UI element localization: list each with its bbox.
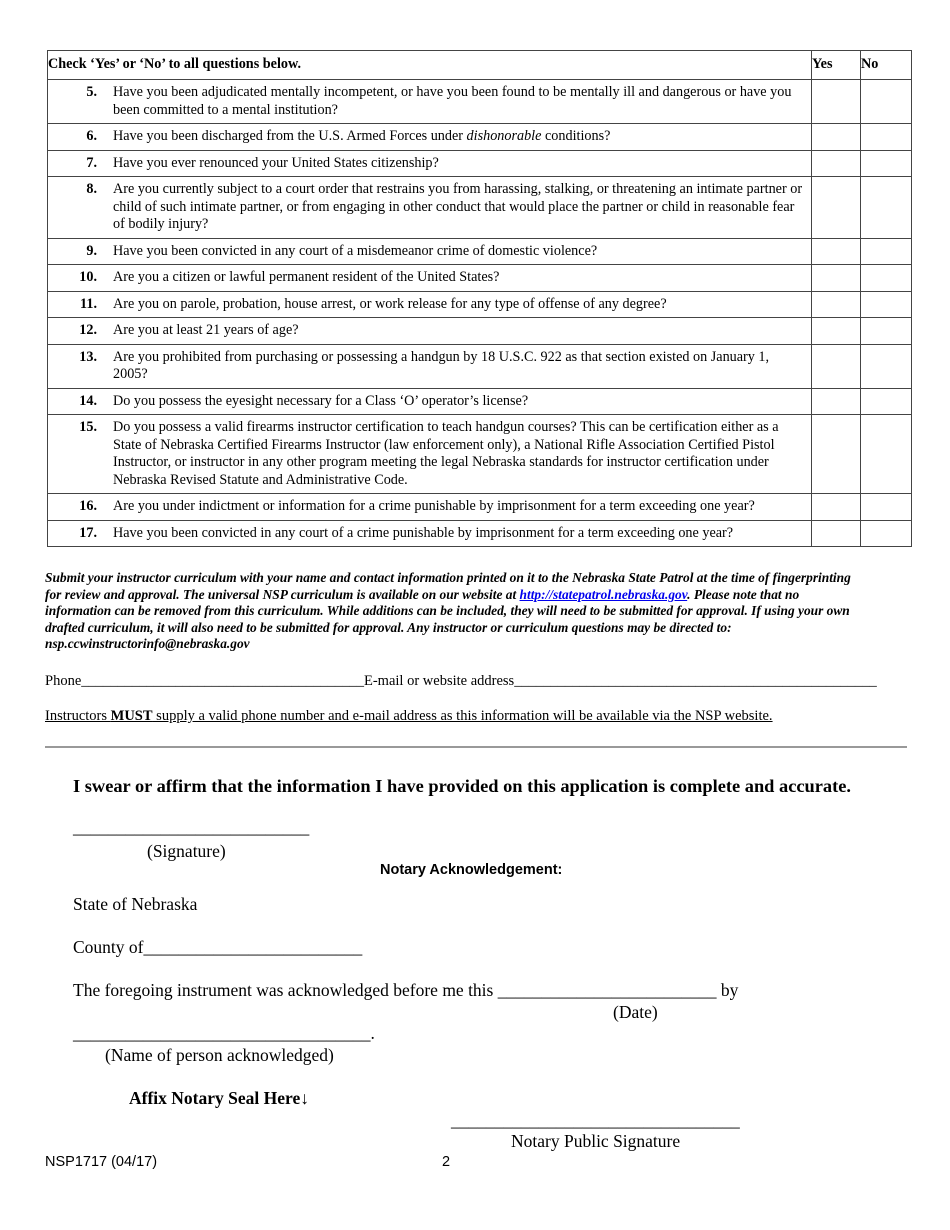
- notary-signature-field[interactable]: _________________________________: [451, 1110, 740, 1130]
- curriculum-instructions: Submit your instructor curriculum with your name and contact information printed on it to the Nebraska State Patrol at the time of fingerprinting for review and approval. The universal NSP curriculum is available on our website at http://statepatrol.nebraska.gov. Please note that no information can be removed from this curriculum. While additions can be included, they will need to be submitted for approval. If using your own drafted curriculum, it will also need to be submitted for approval. Any instructor or curriculum questions may be directed to: nsp.ccwinstructorinfo@nebraska.gov: [45, 570, 851, 651]
- yes-checkbox-16[interactable]: [812, 494, 861, 521]
- yes-checkbox-7[interactable]: [812, 150, 861, 177]
- acknowledged-name-label: (Name of person acknowledged): [105, 1045, 334, 1065]
- question-text: Are you at least 21 years of age?: [113, 322, 299, 338]
- question-text: Have you ever renounced your United States citizenship?: [113, 154, 439, 171]
- no-checkbox-9[interactable]: [861, 238, 912, 265]
- no-checkbox-12[interactable]: [861, 318, 912, 345]
- question-number: 17.: [79, 524, 97, 541]
- question-number: 11.: [80, 295, 97, 312]
- no-checkbox-8[interactable]: [861, 177, 912, 239]
- question-row-10: [48, 265, 912, 292]
- must-emphasis: MUST: [110, 708, 153, 724]
- no-checkbox-6[interactable]: [861, 124, 912, 151]
- question-number: 16.: [79, 498, 97, 514]
- question-row-16: [48, 494, 912, 521]
- question-text: Have you been adjudicated mentally incompetent, or have you been found to be mentally ill and dangerous or have you been committed to a mental institution?: [113, 84, 792, 118]
- county-label: County of: [73, 937, 144, 957]
- question-text: Are you on parole, probation, house arrest, or work release for any type of offense of any degree?: [113, 295, 667, 312]
- notary-heading: Notary Acknowledgement:: [380, 862, 563, 878]
- question-text: Do you possess the eyesight necessary for a Class ‘O’ operator’s license?: [113, 392, 529, 409]
- yes-checkbox-6[interactable]: [812, 124, 861, 151]
- question-number: 9.: [86, 242, 97, 259]
- questions-table: [47, 50, 912, 547]
- question-number: 6.: [86, 128, 97, 144]
- yes-checkbox-5[interactable]: [812, 80, 861, 124]
- question-row-5: [48, 80, 912, 124]
- no-checkbox-5[interactable]: [861, 80, 912, 124]
- question-number: 13.: [79, 348, 97, 365]
- question-row-8: [48, 177, 912, 239]
- question-row-14: [48, 388, 912, 415]
- county-line: [73, 937, 362, 958]
- phone-label: Phone: [45, 673, 82, 689]
- email-label: E-mail or website address: [364, 673, 515, 689]
- no-checkbox-14[interactable]: [861, 388, 912, 415]
- question-number: 15.: [79, 419, 97, 435]
- yes-checkbox-15[interactable]: [812, 415, 861, 494]
- signature-label: (Signature): [147, 841, 226, 861]
- question-text: Have you been convicted in any court of a misdemeanor crime of domestic violence?: [113, 242, 598, 259]
- yes-checkbox-10[interactable]: [812, 265, 861, 292]
- yes-checkbox-14[interactable]: [812, 388, 861, 415]
- acknowledgement-line: The foregoing instrument was acknowledged before me this _________________________ by: [73, 980, 739, 1000]
- question-text: Are you currently subject to a court order that restrains you from harassing, stalking, or threatening an intimate partner or child of such intimate partner, or from engaging in other conduct that would place the partner or child in reasonable fear of bodily injury?: [113, 181, 803, 232]
- question-row-11: [48, 291, 912, 318]
- signature-field[interactable]: ___________________________: [73, 817, 310, 837]
- instructor-notice: Instructors MUST supply a valid phone number and e-mail address as this information will be available via the NSP website.: [45, 708, 773, 724]
- no-checkbox-17[interactable]: [861, 520, 912, 547]
- yes-checkbox-12[interactable]: [812, 318, 861, 345]
- section-divider: [45, 746, 907, 748]
- date-label: (Date): [613, 1002, 658, 1022]
- contact-fields: [45, 673, 877, 690]
- phone-field[interactable]: _______________________________________: [81, 673, 364, 689]
- page-number: 2: [442, 1154, 451, 1170]
- question-row-15: [48, 415, 912, 494]
- question-text: Are you prohibited from purchasing or possessing a handgun by 18 U.S.C. 922 as that section existed on January 1, 2005?: [113, 348, 770, 382]
- table-header-row: [48, 51, 912, 80]
- yes-checkbox-17[interactable]: [812, 520, 861, 547]
- form-id: NSP1717 (04/17): [45, 1154, 158, 1170]
- no-checkbox-7[interactable]: [861, 150, 912, 177]
- question-row-6: [48, 124, 912, 151]
- yes-checkbox-11[interactable]: [812, 291, 861, 318]
- no-column-header: No: [861, 51, 912, 80]
- no-checkbox-15[interactable]: [861, 415, 912, 494]
- question-text: Do you possess a valid firearms instructor certification to teach handgun courses? This can be certification either as a State of Nebraska Certified Firearms Instructor (law enforcement only), a National Rifle Association Certified Pistol Instructor, or instructor in any other program meeting the legal Nebraska standards for instructor certification under Nebraska Revised Statute and Administrative Code.: [113, 419, 779, 488]
- question-number: 7.: [86, 154, 97, 171]
- question-row-12: [48, 318, 912, 345]
- notary-seal-label: Affix Notary Seal Here↓: [129, 1088, 309, 1108]
- question-number: 10.: [79, 269, 97, 285]
- state-line: State of Nebraska: [73, 894, 198, 914]
- question-row-13: [48, 344, 912, 388]
- question-text: Are you under indictment or information for a crime punishable by imprisonment for a term exceeding one year?: [113, 498, 755, 514]
- acknowledged-name-field[interactable]: __________________________________.: [73, 1023, 375, 1043]
- question-row-9: [48, 238, 912, 265]
- question-row-7: [48, 150, 912, 177]
- yes-column-header: Yes: [812, 51, 861, 80]
- yes-checkbox-9[interactable]: [812, 238, 861, 265]
- email-field[interactable]: __________________________________________________: [514, 673, 877, 689]
- no-checkbox-13[interactable]: [861, 344, 912, 388]
- question-text: Are you a citizen or lawful permanent resident of the United States?: [113, 269, 500, 285]
- notary-signature-label: Notary Public Signature: [511, 1131, 681, 1151]
- question-number: 8.: [86, 181, 97, 197]
- nsp-website-link[interactable]: http://statepatrol.nebraska.gov: [519, 586, 688, 602]
- no-checkbox-11[interactable]: [861, 291, 912, 318]
- question-text: Have you been convicted in any court of a crime punishable by imprisonment for a term exceeding one year?: [113, 524, 734, 541]
- question-number: 14.: [79, 392, 97, 409]
- question-number: 12.: [79, 322, 97, 338]
- county-field[interactable]: _________________________: [143, 937, 363, 957]
- yes-checkbox-8[interactable]: [812, 177, 861, 239]
- no-checkbox-10[interactable]: [861, 265, 912, 292]
- questions-header: Check ‘Yes’ or ‘No’ to all questions below.: [48, 51, 812, 80]
- no-checkbox-16[interactable]: [861, 494, 912, 521]
- emphasis-text: dishonorable: [466, 128, 542, 144]
- yes-checkbox-13[interactable]: [812, 344, 861, 388]
- question-row-17: [48, 520, 912, 547]
- question-number: 5.: [86, 84, 97, 100]
- affirmation-statement: I swear or affirm that the information I have provided on this application is complete and accurate.: [73, 776, 852, 796]
- question-text: Have you been discharged from the U.S. Armed Forces under dishonorable conditions?: [113, 128, 611, 144]
